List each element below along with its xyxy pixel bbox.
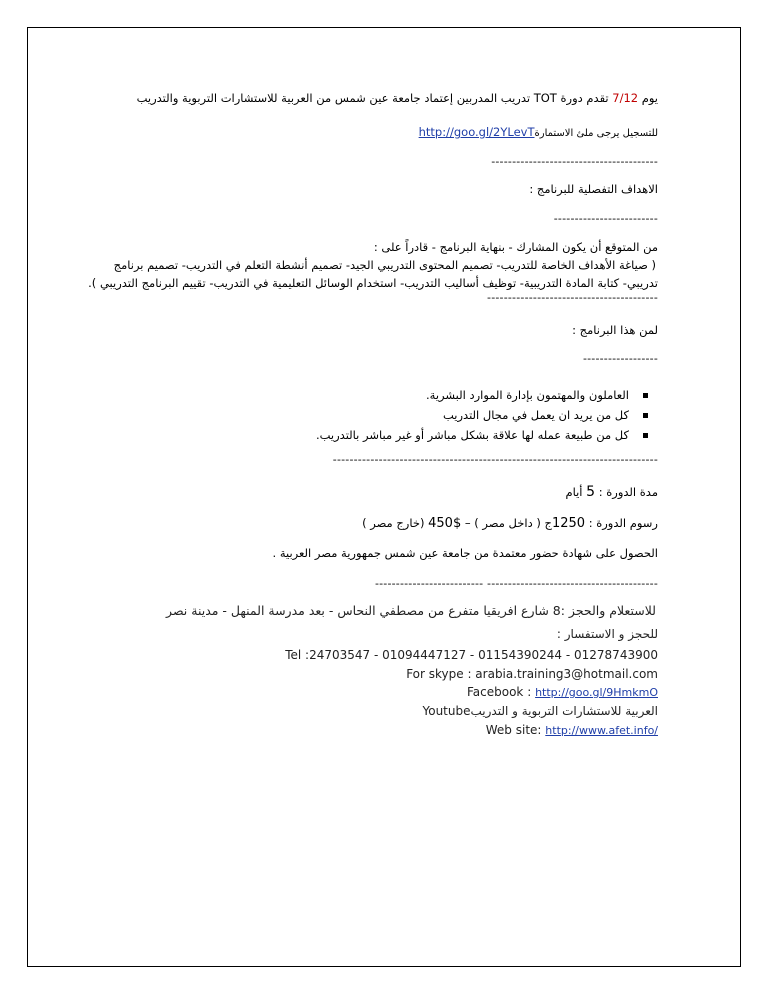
contact-tel: Tel :24703547 - 01094447127 - 01154390244 - 01278743900 [285,648,658,662]
fees-line [362,515,658,532]
fees-inside-value: 1250 [551,516,586,531]
audience-list [316,385,648,445]
registration-label: للتسجيل يرجى ملئ الاستمارة [534,128,658,139]
duration-label: مدة الدورة : [598,485,658,499]
contact-booking: للحجز و الاستفسار : [556,627,658,641]
fees-outside-label: (خارج مصر ) [362,516,425,530]
website-link[interactable]: http://www.afet.info/ [545,724,658,737]
contact-skype: For skype : arabia.training3@hotmail.com [406,667,658,681]
contact-address: للاستعلام والحجز :8 شارع افريقيا متفرع من مصطفي النحاس - بعد مدرسة المنهل - مدينة نصر [166,603,656,618]
bullet-square-icon [643,413,648,418]
duration-line [565,484,658,500]
registration-link[interactable]: http://goo.gl/2YLevT [418,125,535,139]
duration-unit: أيام [565,485,583,499]
separator-4: ------------------------------------------------------------------------------ [332,453,658,466]
objectives-title: الاهداف التفصلية للبرنامج : [529,182,658,196]
fees-separator: – [464,516,471,530]
objectives-intro: من المتوقع أن يكون المشارك - بنهاية البرنامج - قادراً على : [373,240,658,254]
separator-3: ------------------ [582,352,658,365]
list-item: كل من يريد ان يعمل في مجال التدريب [316,405,648,425]
certificate-line: الحصول على شهادة حضور معتمدة من جامعة عين شمس جمهورية مصر العربية . [272,546,658,560]
list-item: كل من طبيعة عمله لها علاقة بشكل مباشر أو غير مباشر بالتدريب. [316,425,648,445]
fees-inside-label: ( داخل مصر ) [474,516,541,530]
registration-line [419,124,658,142]
header-date: 7/12 [612,91,639,105]
fees-outside-value: $450 [428,516,462,531]
separator-objectives: ----------------------------------------- [487,291,658,304]
separator-1: ---------------------------------------- [491,155,658,168]
bullet-square-icon [643,433,648,438]
header-prefix: يوم [641,91,658,105]
bullet-square-icon [643,393,648,398]
audience-title: لمن هذا البرنامج : [572,323,658,337]
header-text: تقدم دورة TOT تدريب المدربين إعتماد جامعة عين شمس من العربية للاستشارات التربوية والتدريب [136,91,609,105]
header-line [137,90,658,106]
fees-inside-unit: ج [544,516,552,530]
contact-facebook-line [467,684,658,701]
duration-value: 5 [586,484,596,500]
objectives-line-2: ( صياغة الأهداف الخاصة للتدريب- تصميم المحتوى التدريبي الجيد- تصميم أنشطة التعلم في التدريب- تصميم برنامج [113,258,656,272]
facebook-label: Facebook : [467,685,532,699]
website-label: Web site: [485,723,542,737]
separator-2: ------------------------- [553,212,658,225]
facebook-link[interactable]: http://goo.gl/9HmkmO [535,686,658,699]
fees-label: رسوم الدورة : [588,516,658,530]
objectives-line-3: تدريبي- كتابة المادة التدريبية- توظيف أساليب التدريب- استخدام الوسائل التعليمية في التدريب- تقييم البرنامج التدريبي ). [88,276,658,290]
list-item: العاملون والمهتمون بإدارة الموارد البشرية. [316,385,648,405]
separator-5: ----------------------------------------- -------------------------- [374,577,658,590]
contact-youtube: العربية للاستشارات التربوية و التدريبYoutube [422,704,658,718]
contact-website-line [486,722,658,739]
